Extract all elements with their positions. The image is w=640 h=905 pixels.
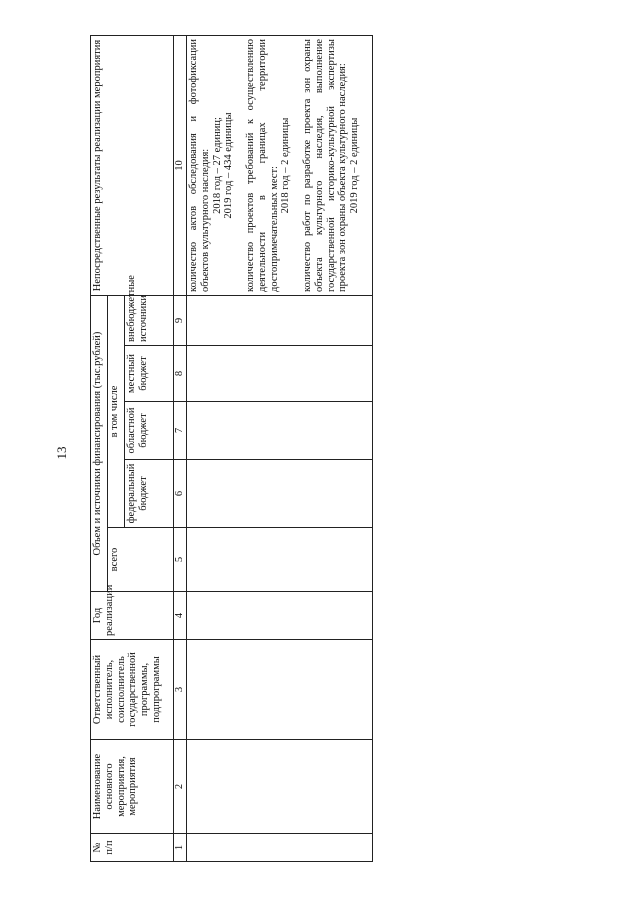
result-text: количество актов обследования и фотофиксации объектов культурного наследия: [188,39,211,292]
cell-regional [187,402,373,460]
column-number: 9 [174,296,187,346]
header-year: Год реализации [91,592,174,640]
header-including: в том числе [108,296,125,528]
result-item [302,39,361,292]
header-regional: областной бюджет [125,402,174,460]
result-item [188,39,235,292]
header-federal: федеральный бюджет [125,460,174,528]
cell-extrabudget [187,296,373,346]
cell-local [187,346,373,402]
cell-name [187,740,373,834]
column-number-row [174,36,187,862]
header-local: местный бюджет [125,346,174,402]
page-number: 13 [54,446,69,460]
result-text: количество проектов требований к осуществлению деятельности в границах территории достопримечательных мест: [245,39,280,292]
result-value-line: 2019 год – 2 единицы [349,117,360,214]
rotated-table-container [90,36,596,862]
column-number: 6 [174,460,187,528]
result-text: количество работ по разработке проекта зон охраны объекта культурного наследия, выполнение государственной историко-культурной экспертизы проекта зон охраны объекта культурного наследия: [302,39,349,292]
column-number: 10 [174,36,187,296]
header-funding: Объем и источники финансирования (тыс.рублей) [91,296,108,592]
column-number: 2 [174,740,187,834]
column-number: 5 [174,528,187,592]
cell-total [187,528,373,592]
result-value-line: 2018 год – 27 единиц; [211,117,223,214]
column-number: 7 [174,402,187,460]
column-number: 1 [174,834,187,862]
header-results: Непосредственные результаты реализации мероприятия [91,36,174,296]
cell-federal [187,460,373,528]
header-extrabudget: внебюджетные источники [125,296,174,346]
header-name: Наименование основного мероприятия, мероприятия [91,740,174,834]
header-executor: Ответственный исполнитель, соисполнитель государственной программы, подпрограммы [91,640,174,740]
cell-results [187,36,373,296]
column-number: 8 [174,346,187,402]
cell-num [187,834,373,862]
column-number: 3 [174,640,187,740]
header-num: № п/п [91,834,174,862]
result-item [245,39,292,292]
header-total: всего [108,528,174,592]
result-value-line: 2019 год – 434 единицы [223,112,235,219]
result-value-line: 2018 год – 2 единицы [280,117,292,214]
header-row-1 [91,36,108,862]
program-table [90,35,373,862]
cell-executor [187,640,373,740]
cell-year [187,592,373,640]
table-row [187,36,373,862]
column-number: 4 [174,592,187,640]
